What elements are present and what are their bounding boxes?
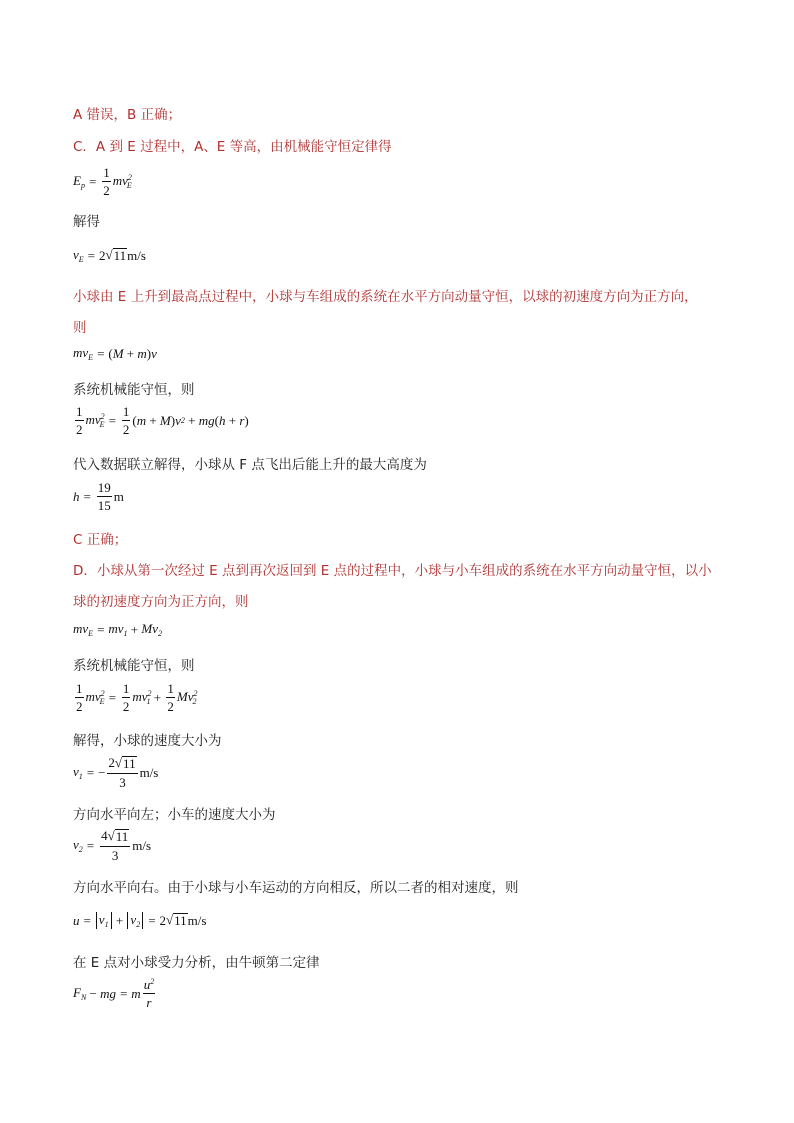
equation-5: h = $\frac{19}{15}$ m [73, 480, 124, 513]
equation-10: u = $v_1$ + $v_2$ = 2 √ 11 m/s [73, 911, 207, 929]
text-line-3: 解得 [73, 214, 100, 230]
text-line-1: A 错误，B 正确； [73, 107, 182, 123]
text-line-6: 系统机械能守恒，则 [73, 382, 195, 398]
text-line-13: 方向水平向左；小车的速度大小为 [73, 807, 276, 823]
equation-6: $mv_E$ = $mv_1$ + $Mv_2$ [73, 621, 162, 638]
text-line-7: 代入数据联立解得，小球从 F 点飞出后能上升的最大高度为 [73, 457, 427, 473]
text-line-10: 球的初速度方向为正方向，则 [73, 594, 249, 610]
equation-9: $v_2$ = 4 √ 11 3 m/s [73, 828, 152, 864]
equation-7: $\frac{1}{2}$ $mv^2_E$ = $\frac{1}{2}$ $mv^2_1$ + $\frac{1}{2}$ $Mv^2_2$ [76, 681, 198, 714]
equation-3: $mv_E$ = ( M + m ) v [73, 345, 157, 362]
text-line-2: C．A 到 E 过程中，A、E 等高，由机械能守恒定律得 [73, 139, 392, 155]
equation-8: $v_1$ = − 2 √ 11 3 m/s [73, 755, 159, 791]
text-line-15: 在 E 点对小球受力分析，由牛顿第二定律 [73, 955, 320, 971]
equation-1: $E_p$ = $\frac{1}{2}$ $mv^2_E$ [73, 165, 132, 198]
text-line-5: 则 [73, 320, 87, 336]
text-line-4: 小球由 E 上升到最高点过程中，小球与车组成的系统在水平方向动量守恒，以球的初速度方向为正方向， [73, 289, 698, 305]
equation-11: $F_N$ − mg = m $\frac{u^2}{r}$ [73, 977, 155, 1010]
text-line-9: D．小球从第一次经过 E 点到再次返回到 E 点的过程中，小球与小车组成的系统在水平方向动量守恒，以小 [73, 563, 712, 579]
text-line-11: 系统机械能守恒，则 [73, 658, 195, 674]
equation-4: $\frac{1}{2}$ $mv^2_E$ = $\frac{1}{2}$ ( m + M ) v 2 + mg ( h + r ) [76, 404, 249, 437]
equation-2: $v_E$ = 2 √ 11 m/s [73, 246, 146, 264]
text-line-8: C 正确； [73, 532, 128, 548]
text-line-14: 方向水平向右。由于小球与小车运动的方向相反，所以二者的相对速度，则 [73, 880, 519, 896]
text-line-12: 解得，小球的速度大小为 [73, 733, 222, 749]
